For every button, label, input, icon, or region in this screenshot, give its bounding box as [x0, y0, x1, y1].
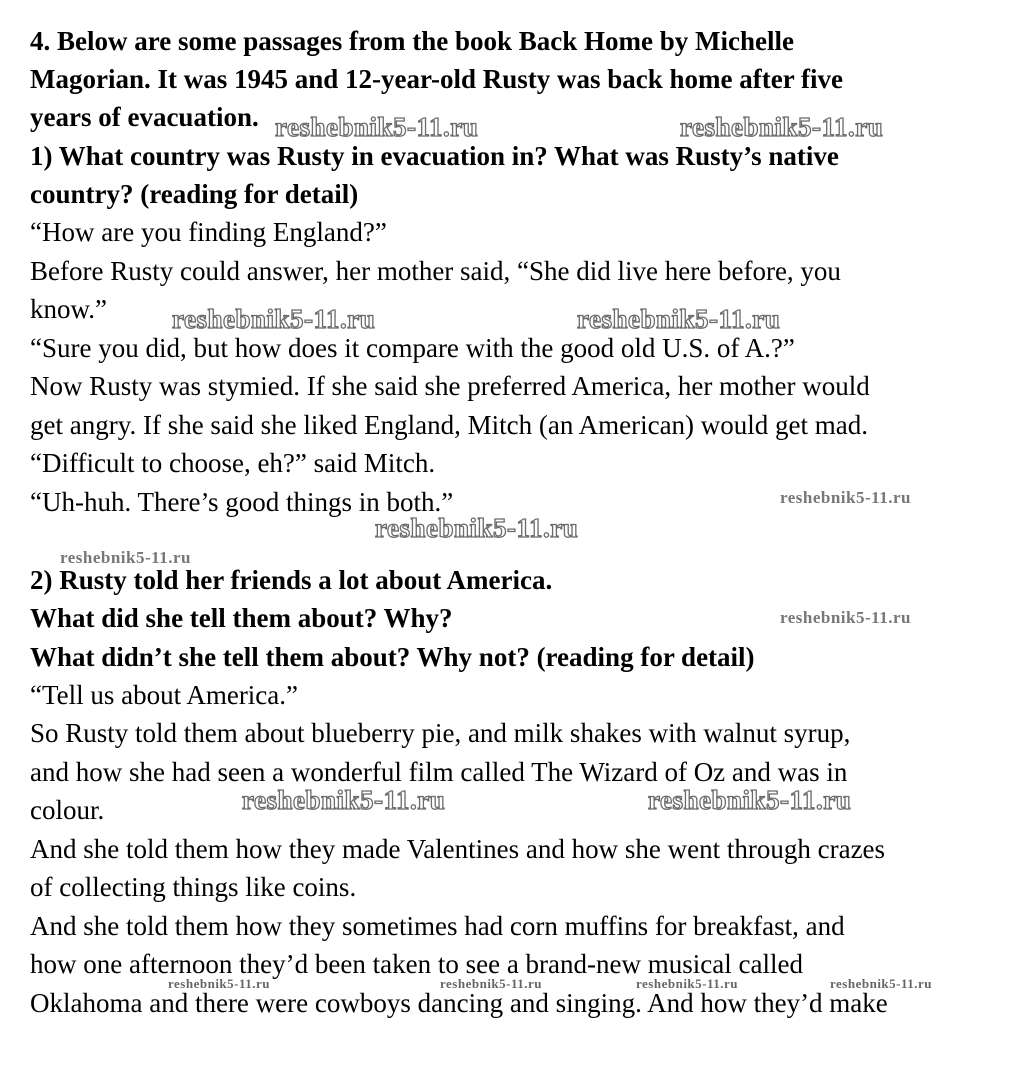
watermark: reshebnik5-11.ru	[60, 548, 191, 567]
watermark: reshebnik5-11.ru	[780, 488, 911, 507]
question-1-line-1: 1) What country was Rusty in evacuation in? What was Rusty’s native	[30, 141, 839, 171]
watermark: reshebnik5-11.ru	[172, 304, 376, 334]
passage-1-line-2: Before Rusty could answer, her mother said, “She did live here before, you	[30, 256, 841, 286]
passage-2-line-1: “Tell us about America.”	[30, 680, 299, 710]
passage-1-line-1: “How are you finding England?”	[30, 217, 387, 247]
passage-2-line-8: how one afternoon they’d been taken to see a brand-new musical called	[30, 949, 803, 979]
watermark: reshebnik5-11.ru	[375, 513, 579, 543]
watermark: reshebnik5-11.ru	[275, 112, 479, 142]
passage-2-line-9: Oklahoma and there were cowboys dancing and singing. And how they’d make	[30, 988, 888, 1018]
passage-2-line-4: colour.	[30, 795, 105, 825]
passage-1-line-3: know.”	[30, 294, 107, 324]
watermark: reshebnik5-11.ru	[648, 785, 852, 815]
watermark: reshebnik5-11.ru	[168, 976, 271, 991]
passage-2-line-2: So Rusty told them about blueberry pie, and milk shakes with walnut syrup,	[30, 718, 851, 748]
task-heading-line-2: Magorian. It was 1945 and 12-year-old Rusty was back home after five	[30, 64, 843, 94]
passage-2-line-5: And she told them how they made Valentines and how she went through crazes	[30, 834, 886, 864]
passage-1-line-7: “Difficult to choose, eh?” said Mitch.	[30, 448, 436, 478]
passage-2-line-3: and how she had seen a wonderful film called The Wizard of Oz and was in	[30, 757, 848, 787]
watermark: reshebnik5-11.ru	[830, 976, 933, 991]
passage-1-line-4: “Sure you did, but how does it compare with the good old U.S. of A.?”	[30, 333, 795, 363]
task-heading-line-1: 4. Below are some passages from the book Back Home by Michelle	[30, 26, 794, 56]
passage-1-line-6: get angry. If she said she liked England, Mitch (an American) would get mad.	[30, 410, 869, 440]
passage-1-line-8: “Uh-huh. There’s good things in both.”	[30, 487, 454, 517]
watermark: reshebnik5-11.ru	[780, 608, 911, 627]
question-2-line-1: 2) Rusty told her friends a lot about America.	[30, 565, 553, 595]
question-2-line-2: What did she tell them about? Why?	[30, 603, 453, 633]
watermark: reshebnik5-11.ru	[636, 976, 739, 991]
passage-2-line-6: of collecting things like coins.	[30, 872, 357, 902]
question-2-line-3: What didn’t she tell them about? Why not? (reading for detail)	[30, 642, 755, 672]
watermark: reshebnik5-11.ru	[680, 112, 884, 142]
question-1-line-2: country? (reading for detail)	[30, 179, 359, 209]
watermark: reshebnik5-11.ru	[440, 976, 543, 991]
passage-1-line-5: Now Rusty was stymied. If she said she preferred America, her mother would	[30, 371, 870, 401]
task-heading-line-3: years of evacuation.	[30, 102, 259, 132]
watermark: reshebnik5-11.ru	[577, 304, 781, 334]
watermark: reshebnik5-11.ru	[242, 785, 446, 815]
passage-2-line-7: And she told them how they sometimes had corn muffins for breakfast, and	[30, 911, 845, 941]
